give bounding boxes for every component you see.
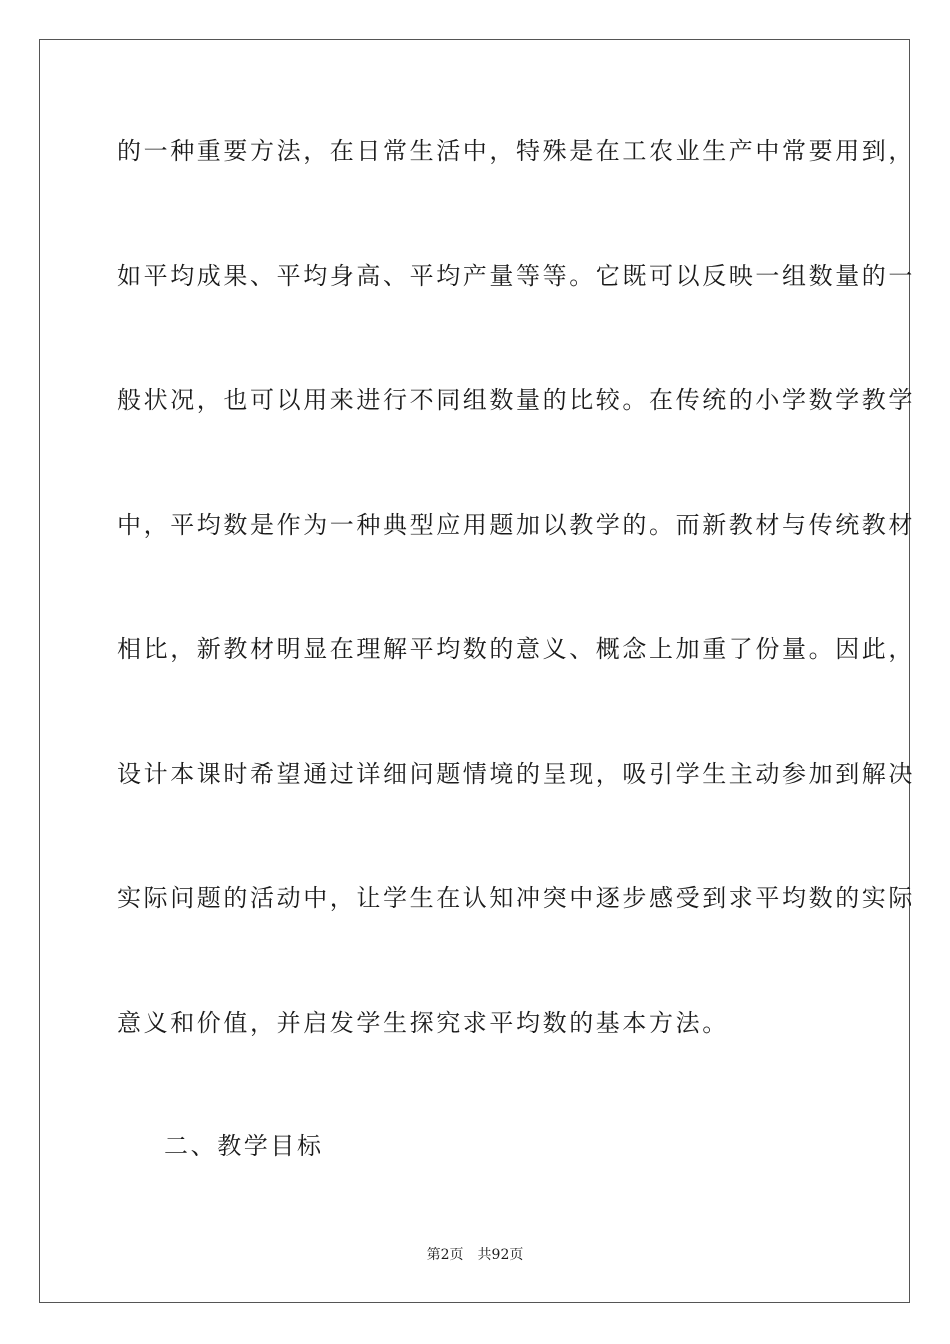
page-footer	[0, 1245, 950, 1265]
body-line-4: 中，平均数是作为一种典型应用题加以教学的。而新教材与传统教材	[117, 511, 915, 539]
page-number: 第2页	[426, 1247, 464, 1263]
page-border	[39, 39, 915, 1303]
body-line-5: 相比，新教材明显在理解平均数的意义、概念上加重了份量。因此，	[117, 635, 915, 663]
body-line-6: 设计本课时希望通过详细问题情境的呈现，吸引学生主动参加到解决	[117, 760, 915, 788]
section-heading: 二、教学目标	[164, 1132, 324, 1160]
body-line-7: 实际问题的活动中，让学生在认知冲突中逐步感受到求平均数的实际	[117, 884, 915, 912]
body-line-3: 般状况，也可以用来进行不同组数量的比较。在传统的小学数学教学	[117, 386, 915, 414]
body-line-1: 的一种重要方法，在日常生活中，特殊是在工农业生产中常要用到，	[117, 137, 915, 165]
body-line-8: 意义和价值，并启发学生探究求平均数的基本方法。	[117, 1009, 729, 1037]
body-line-2: 如平均成果、平均身高、平均产量等等。它既可以反映一组数量的一	[117, 262, 915, 290]
page-total: 共92页	[477, 1247, 524, 1263]
